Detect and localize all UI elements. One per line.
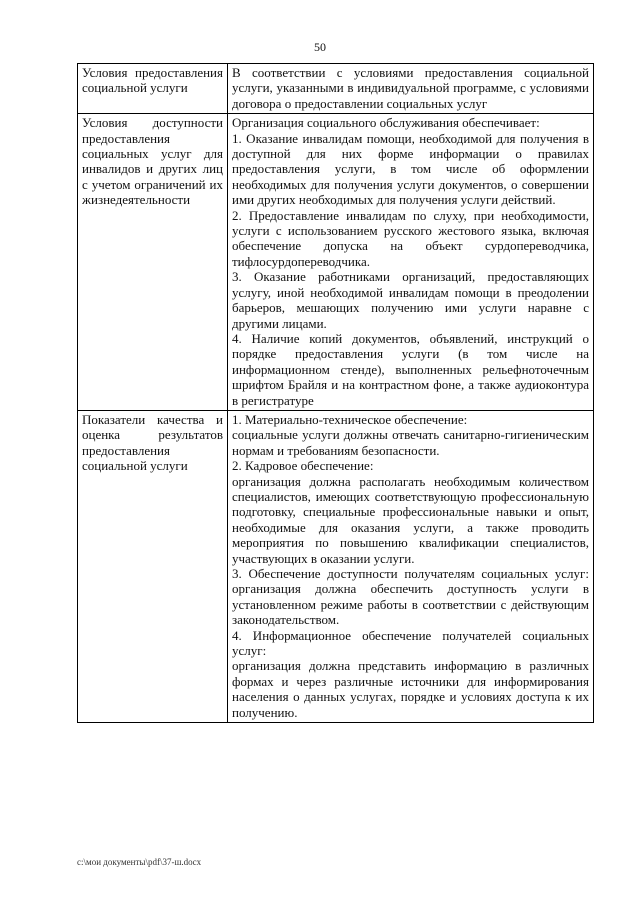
footer-file-path: c:\мои документы\pdf\37-ш.docx — [77, 857, 202, 867]
paragraph: 1. Материально-техническое обеспечение: — [232, 411, 468, 427]
paragraph: 1. Оказание инвалидам помощи, необходимой для получения в доступной для них форме информации о правилах предоставления услуги, в том числе об оформлении необходимых для получения услуги документов, о совершении ими других необходимых для получения услуги действий. — [232, 130, 589, 208]
paragraph: 4. Информационное обеспечение получателей социальных услуг: — [232, 627, 589, 659]
paragraph: организация должна располагать необходимым количеством специалистов, имеющих соответствующую профессиональную подготовку, специальные профессиональные навыки и опыт, необходимые для оказания услуги, а также проводить мероприятия по повышению квалификации специалистов, участвующих в оказании услуги. — [232, 473, 589, 566]
paragraph: социальные услуги должны отвечать санитарно-гигиеническим нормам и требованиям безопасности. — [232, 427, 589, 458]
page-number: 50 — [314, 40, 326, 54]
row-content — [228, 114, 594, 411]
service-conditions-table — [77, 63, 594, 723]
paragraph: Организация социального обслуживания обеспечивает: — [232, 115, 540, 131]
paragraph: В соответствии с условиями предоставления социальной услуги, указанными в индивидуальной программе, с условиями договора о предоставлении социальных услуг — [232, 65, 589, 111]
row-label: Условия предоставления социальной услуги — [78, 64, 228, 114]
table-row — [78, 114, 594, 411]
paragraph: организация должна представить информацию в различных формах и через различные источники для информирования населения о данных услугах, порядке и условиях доступа к их получению. — [232, 658, 589, 720]
paragraph: 3. Обеспечение доступности получателям социальных услуг: организация должна обеспечить доступность услуги в установленном режиме работы в соответствии с действующим законодательством. — [232, 566, 589, 628]
paragraph: 4. Наличие копий документов, объявлений, инструкций о порядке предоставления услуги (в том числе на информационном стенде), выполненных рельефноточечным шрифтом Брайля и на контрастном фоне, а также аудиоконтура в регистратуре — [232, 330, 589, 408]
table-row — [78, 410, 594, 722]
row-label: Показатели качества и оценка результатов предоставления социальной услуги — [78, 410, 228, 722]
row-content — [228, 410, 594, 722]
row-content — [228, 64, 594, 114]
row-label: Условия доступности предоставления социальных услуг для инвалидов и других лиц с учетом ограничений их жизнедеятельности — [78, 114, 228, 411]
paragraph: 2. Предоставление инвалидам по слуху, при необходимости, услуги с использованием русского жестового языка, включая обеспечение допуска на объект сурдопереводчика, тифлосурдопереводчика. — [232, 207, 589, 269]
paragraph: 3. Оказание работниками организаций, предоставляющих услугу, иной необходимой инвалидам помощи в преодолении барьеров, мешающих получению ими услуги наравне с другими лицами. — [232, 269, 589, 331]
table-row — [78, 64, 594, 114]
paragraph: 2. Кадровое обеспечение: — [232, 458, 374, 474]
